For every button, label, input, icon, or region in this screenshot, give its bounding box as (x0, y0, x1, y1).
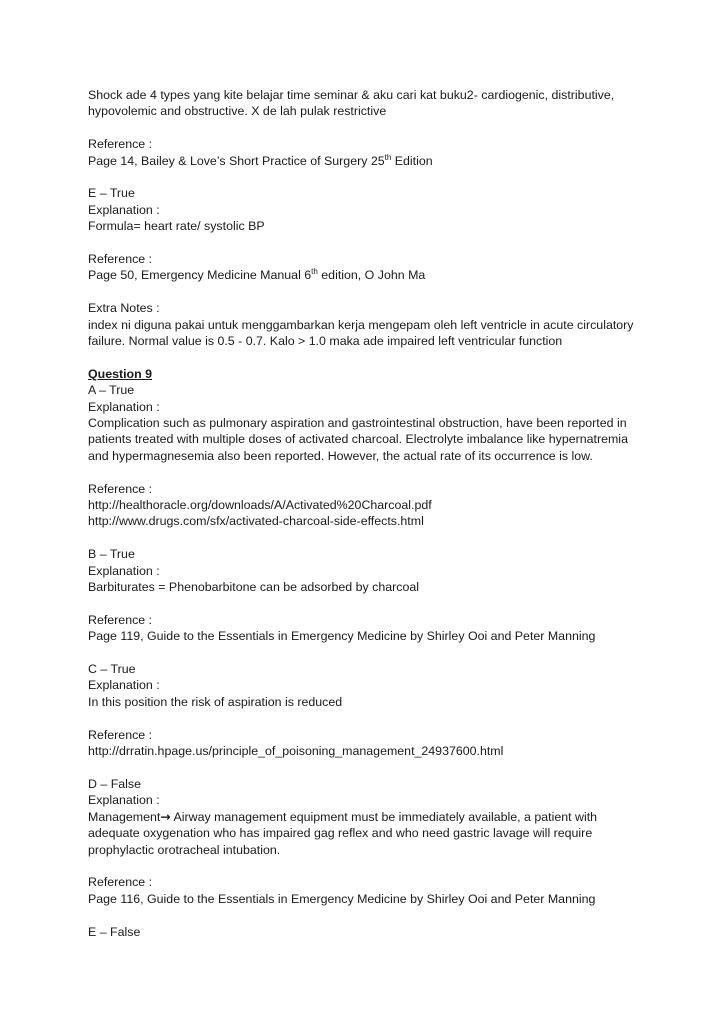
intro-paragraph (88, 87, 688, 120)
extra-notes (88, 300, 688, 349)
extra-notes-line: failure. Normal value is 0.5 - 0.7. Kalo > 1.0 maka ade impaired left ventricular function (88, 334, 563, 349)
question-9-a (88, 366, 688, 464)
reference-label: Reference : (88, 481, 153, 496)
explanation-label: Explanation : (88, 793, 160, 808)
explanation-line: and hypermagnesemia also been reported. However, the actual rate of its occurrence is low. (88, 448, 593, 463)
answer-label: E – False (88, 924, 141, 939)
answer-label: E – True (88, 186, 135, 201)
explanation-text: In this position the risk of aspiration is reduced (88, 694, 343, 709)
reference-text-tail: edition, O John Ma (317, 268, 426, 283)
answer-e-false (88, 924, 688, 940)
explanation-lead: Management (88, 809, 161, 824)
reference-label: Reference : (88, 612, 153, 627)
reference-label: Reference : (88, 252, 153, 267)
reference-text: Page 119, Guide to the Essentials in Emergency Medicine by Shirley Ooi and Peter Manning (88, 629, 596, 644)
explanation-line: Complication such as pulmonary aspiration and gastrointestinal obstruction, have been reported in (88, 416, 627, 431)
explanation-line: patients treated with multiple doses of activated charcoal. Electrolyte imbalance like hypernatremia (88, 432, 628, 447)
explanation-line (88, 809, 688, 825)
answer-label: C – True (88, 662, 136, 677)
reference-url: http://www.drugs.com/sfx/activated-charcoal-side-effects.html (88, 514, 424, 529)
explanation-label: Explanation : (88, 202, 160, 217)
extra-notes-label: Extra Notes : (88, 301, 160, 316)
explanation-line: adequate oxygenation who has impaired gag reflex and who need gastric lavage will require (88, 826, 593, 841)
answer-label: B – True (88, 547, 135, 562)
reference-text: Page 116, Guide to the Essentials in Emergency Medicine by Shirley Ooi and Peter Manning (88, 891, 596, 906)
explanation-text: Formula= heart rate/ systolic BP (88, 219, 265, 234)
reference-text (88, 267, 688, 283)
reference-text-tail: Edition (391, 153, 433, 168)
extra-notes-line: index ni diguna pakai untuk menggambarkan kerja mengepam oleh left ventricle in acute circulatory (88, 317, 634, 332)
reference-label: Reference : (88, 727, 153, 742)
explanation-label: Explanation : (88, 399, 160, 414)
arrow-right-icon: → (160, 808, 171, 824)
answer-label: A – True (88, 383, 135, 398)
explanation-rest: Airway management equipment must be immediately available, a patient with (170, 809, 598, 824)
explanation-line: prophylactic orotracheal intubation. (88, 842, 281, 857)
reference-url: http://healthoracle.org/downloads/A/Activated%20Charcoal.pdf (88, 498, 432, 513)
reference-b (88, 612, 688, 645)
superscript: th (384, 152, 392, 162)
answer-b (88, 546, 688, 595)
intro-line: hypovolemic and obstructive. X de lah pulak restrictive (88, 104, 387, 119)
intro-line: Shock ade 4 types yang kite belajar time seminar & aku cari kat buku2- cardiogenic, distributive, (88, 88, 615, 102)
answer-label: D – False (88, 776, 142, 791)
answer-c (88, 661, 688, 710)
reference-text-main: Page 50, Emergency Medicine Manual 6 (88, 268, 312, 283)
explanation-text: Barbiturates = Phenobarbitone can be adsorbed by charcoal (88, 580, 419, 595)
answer-e-true (88, 185, 688, 234)
reference-emm (88, 251, 688, 284)
reference-d (88, 874, 688, 907)
explanation-label: Explanation : (88, 563, 160, 578)
reference-bailey (88, 136, 688, 169)
reference-label: Reference : (88, 137, 153, 152)
explanation-label: Explanation : (88, 678, 160, 693)
question-title: Question 9 (88, 366, 153, 381)
reference-text-main: Page 14, Bailey & Love’s Short Practice of Surgery 25 (88, 153, 385, 168)
answer-d (88, 776, 688, 858)
reference-label: Reference : (88, 875, 153, 890)
superscript: th (311, 267, 318, 277)
reference-a (88, 481, 688, 530)
reference-text (88, 153, 688, 169)
reference-url: http://drratin.hpage.us/principle_of_poisoning_management_24937600.html (88, 744, 504, 759)
reference-c (88, 727, 688, 760)
